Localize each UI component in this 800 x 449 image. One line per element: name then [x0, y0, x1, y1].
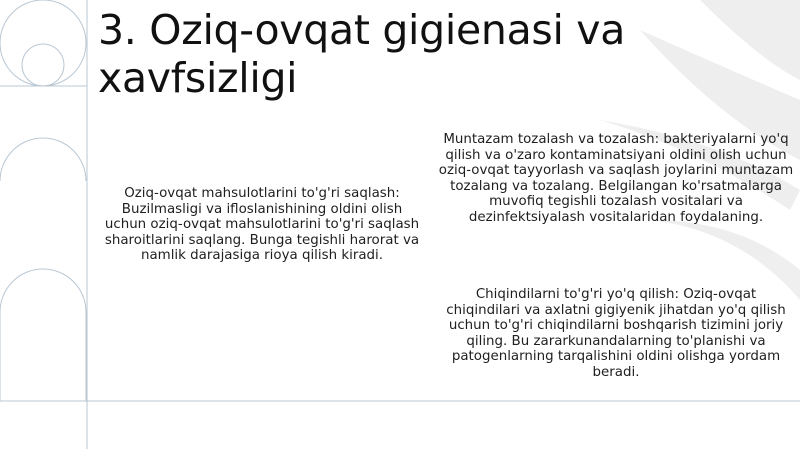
arch-bottom	[0, 269, 86, 401]
paragraph-cleaning: Muntazam tozalash va tozalash: bakteriyalarni yo'q qilish va o'zaro kontaminatsiyani oldini olish uchun oziq-ovqat tayyorlash va saqlash joylarini muntazam tozalang va tozalang. Belgilangan ko'rsatmalarga muvofiq tegishli tozalash vositalari va dezinfektsiyalash vositalaridan foydalaning.	[438, 132, 794, 225]
slide-title: 3. Oziq-ovqat gigienasi va xavfsizligi	[98, 6, 626, 102]
arch-top	[0, 138, 86, 181]
outer-circle	[0, 0, 86, 86]
paragraph-waste-disposal: Chiqindilarni to'g'ri yo'q qilish: Oziq-ovqat chiqindilari va axlatni gigiyenik jihatdan yo'q qilish uchun to'g'ri chiqindilarni boshqarish tizimini joriy qiling. Bu zararkunandalarning to'planishi va patogenlarning tarqalishini oldini olishga yordam beradi.	[446, 287, 786, 380]
paragraph-food-storage: Oziq-ovqat mahsulotlarini to'g'ri saqlash: Buzilmasligi va ifloslanishining oldini olish uchun oziq-ovqat mahsulotlarini to'g'ri saqlash sharoitlarini saqlang. Bunga tegishli harorat va namlik darajasiga rioya qilish kiradi.	[104, 186, 420, 263]
inner-circle	[22, 44, 64, 86]
